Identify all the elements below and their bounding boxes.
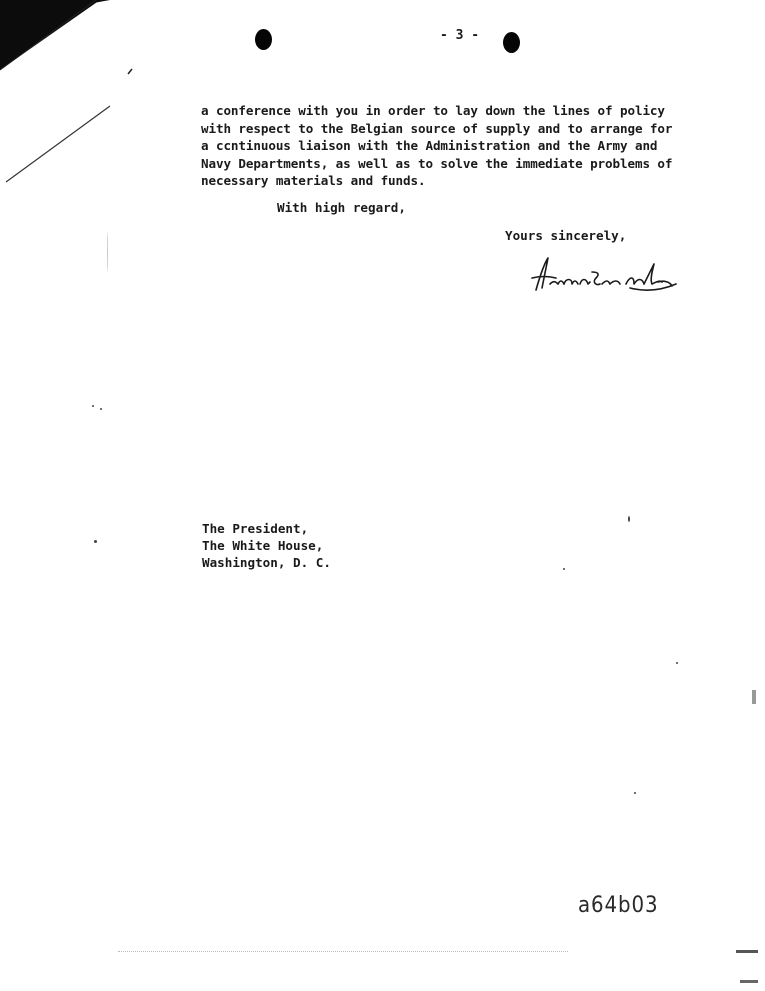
letter-body [201,102,672,190]
body-line: necessary materials and funds. [201,173,426,188]
scan-speck [94,540,97,543]
closing-sincerely: Yours sincerely, [505,228,627,243]
scan-speck [92,405,94,407]
scan-bottom-dots [118,951,568,952]
scan-speck [563,568,565,570]
scan-edge-mark [736,950,758,953]
addressee-line: Washington, D. C. [202,555,331,570]
handwritten-signature [526,254,681,302]
body-line: with respect to the Belgian source of supply and to arrange for [201,120,673,136]
page-number: - 3 - [440,28,480,43]
punch-hole-right [503,32,520,53]
addressee-block [202,520,331,571]
scan-speck [628,516,630,522]
scan-edge-line [0,0,140,200]
scan-edge-mark [740,980,758,983]
scan-speck [634,792,636,794]
scan-edge-mark [752,690,756,704]
scan-speck [676,662,678,664]
addressee-line: The President, [202,521,309,536]
scan-speck [100,408,102,410]
handwritten-archive-number: a64b03 [578,893,659,918]
closing-regard: With high regard, [277,200,406,215]
body-line: Navy Departments, as well as to solve the immediate problems of [201,155,673,171]
punch-hole-left [255,29,272,50]
addressee-line: The White House, [202,538,324,553]
body-line: a ccntinuous liaison with the Administration and the Army and [201,138,658,153]
scan-speck [107,232,108,272]
body-line: a conference with you in order to lay down the lines of policy [201,103,665,118]
